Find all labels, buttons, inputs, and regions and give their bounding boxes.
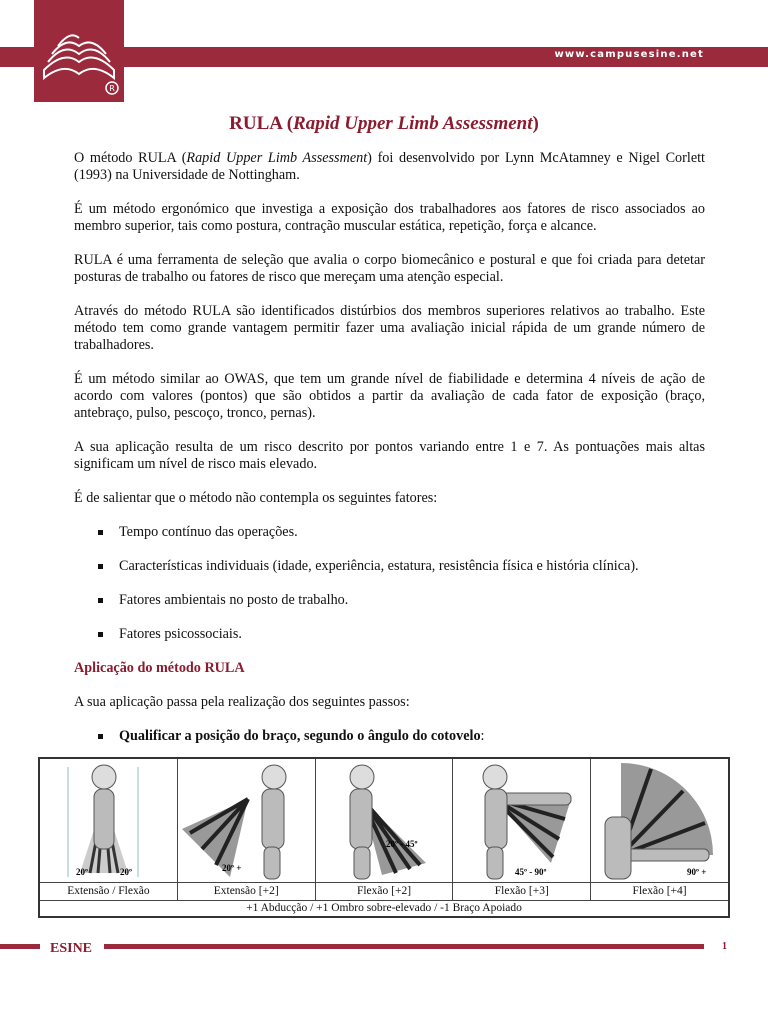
paragraph: A sua aplicação resulta de um risco descrito por pontos variando entre 1 e 7. As pontuações mais altas significam um nível de risco mais elevado.: [74, 439, 705, 472]
angle-label: 20º: [76, 867, 88, 877]
document-body: [74, 150, 705, 745]
footer-bar: [104, 944, 704, 949]
paragraph: Através do método RULA são identificados distúrbios dos membros superiores relativos ao trabalho. Este método tem como grande vantagem permitir fazer uma avaliação inicial rápida de um grande número de trabalhadores.: [74, 303, 705, 353]
paragraph: A sua aplicação passa pela realização dos seguintes passos:: [74, 694, 410, 710]
footer-bar-left: [0, 944, 40, 949]
angle-label: 45º - 90º: [515, 867, 547, 877]
step-item: Qualificar a posição do braço, segundo o ângulo do cotovelo:: [74, 728, 705, 745]
page-number: 1: [722, 941, 727, 952]
factors-list: [74, 524, 705, 643]
website-url[interactable]: www.campusesine.net: [554, 49, 704, 60]
caption: Extensão [+2]: [178, 883, 316, 900]
caption: Extensão / Flexão: [40, 883, 178, 900]
list-item: Características individuais (idade, experiência, estatura, resistência física e história clínica).: [74, 558, 705, 575]
list-item: Fatores ambientais no posto de trabalho.: [74, 592, 705, 609]
table-footer: +1 Abducção / +1 Ombro sobre-elevado / -1 Braço Apoiado: [246, 902, 522, 914]
caption: Flexão [+2]: [316, 883, 454, 900]
angle-label: 20º: [120, 867, 132, 877]
caption: Flexão [+4]: [632, 885, 687, 897]
angle-label: 90º +: [687, 867, 707, 877]
paragraph: É de salientar que o método não contempla os seguintes fatores:: [74, 490, 438, 506]
section-heading: Aplicação do método RULA: [74, 660, 245, 676]
angle-label: 20º +: [221, 863, 242, 873]
figure-extension-flexion: [40, 759, 178, 882]
figure-flexion-90-plus: [591, 759, 728, 882]
angle-label: 20º - 45º: [385, 839, 418, 849]
paragraph-intro: O método RULA (Rapid Upper Limb Assessment) foi desenvolvido por Lynn McAtamney e Nigel Corlett (1993) na Universidade de Nottingham.: [74, 150, 705, 183]
figure-extension: [178, 759, 316, 882]
paragraph: É um método ergonómico que investiga a exposição dos trabalhadores aos fatores de risco associados ao membro superior, tais como postura, contração muscular estática, repetição, força e alcance.: [74, 201, 705, 234]
caption: Flexão [+3]: [453, 883, 591, 900]
caption-row: [40, 882, 728, 901]
figure-flexion-20-45: [316, 759, 454, 882]
footer-brand: ESINE: [50, 941, 93, 956]
list-item: Tempo contínuo das operações.: [74, 524, 705, 541]
page-title: RULA (Rapid Upper Limb Assessment): [229, 113, 539, 134]
svg-text:R: R: [109, 84, 115, 93]
list-item: Fatores psicossociais.: [74, 626, 705, 643]
figure-row: [40, 759, 728, 882]
paragraph: RULA é uma ferramenta de seleção que avalia o corpo biomecânico e postural e que foi criada para detetar posturas de trabalho ou fatores de risco que mereçam uma atenção especial.: [74, 252, 705, 285]
figure-flexion-45-90: [453, 759, 591, 882]
arm-position-table: [38, 757, 730, 918]
esine-logo: [34, 0, 124, 102]
paragraph: É um método similar ao OWAS, que tem um grande nível de fiabilidade e determina 4 níveis de ação de acordo com valores (pontos) que são obtidos a partir da avaliação de cada fator de exposição (braço, antebraço, pulso, pescoço, tronco, pernas).: [74, 371, 705, 421]
